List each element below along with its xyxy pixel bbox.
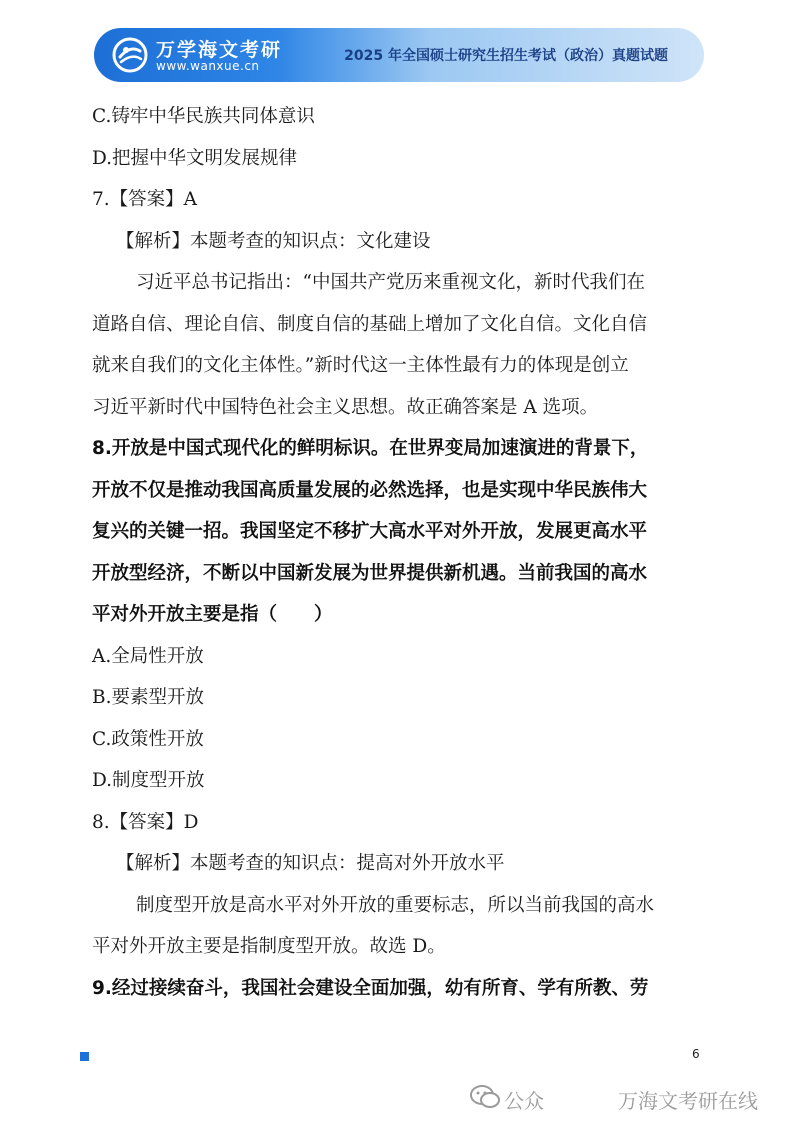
text-line: 平对外开放主要是指制度型开放。故选 D。	[92, 936, 446, 957]
text-line: C.政策性开放	[92, 728, 204, 750]
footer-square-icon	[80, 1052, 89, 1061]
text-line: 道路自信、理论自信、制度自信的基础上增加了文化自信。文化自信	[92, 313, 648, 335]
text-line: 9.经过接续奋斗，我国社会建设全面加强，幼有所育、学有所教、劳	[92, 977, 649, 999]
brand-name: 万学海文考研	[156, 39, 283, 61]
text-line: D.制度型开放	[92, 770, 205, 791]
text-line: 7.【答案】A	[92, 189, 198, 210]
exam-title: 2025 年全国硕士研究生招生考试（政治）真题试题	[344, 48, 668, 64]
brand-url: www.wanxue.cn	[156, 59, 260, 73]
watermark-account: 万海文考研在线	[618, 1089, 758, 1113]
text-line: A.全局性开放	[92, 645, 204, 667]
watermark	[470, 1080, 790, 1120]
text-line: 平对外开放主要是指（ ）	[92, 604, 333, 625]
brand-logo	[112, 33, 312, 77]
text-line: 习近平总书记指出：“中国共产党历来重视文化，新时代我们在	[136, 272, 645, 293]
text-line: 开放型经济，不断以中国新发展为世界提供新机遇。当前我国的高水	[92, 562, 648, 584]
text-line: 8.开放是中国式现代化的鲜明标识。在世界变局加速演进的背景下，	[92, 438, 649, 459]
text-line: 制度型开放是高水平对外开放的重要标志，所以当前我国的高水	[136, 894, 655, 916]
text-line: 复兴的关键一招。我国坚定不移扩大高水平对外开放，发展更高水平	[92, 521, 648, 542]
text-line: 开放不仅是推动我国高质量发展的必然选择，也是实现中华民族伟大	[92, 479, 648, 501]
text-line: D.把握中华文明发展规律	[92, 147, 298, 169]
text-line: 习近平新时代中国特色社会主义思想。故正确答案是 A 选项。	[92, 396, 599, 418]
watermark-label: 公众	[504, 1089, 544, 1113]
document-body	[92, 96, 712, 1009]
text-line: B.要素型开放	[92, 687, 204, 708]
page-number: 6	[692, 1047, 700, 1061]
brand-logo-icon	[112, 37, 148, 73]
wechat-icon	[470, 1084, 500, 1110]
text-line: 【解析】本题考查的知识点：提高对外开放水平	[116, 853, 505, 874]
text-line: 8.【答案】D	[92, 811, 199, 833]
text-line: 就来自我们的文化主体性。”新时代这一主体性最有力的体现是创立	[92, 355, 629, 376]
text-line: 【解析】本题考查的知识点：文化建设	[116, 230, 431, 252]
page-header	[94, 28, 704, 82]
text-line: C.铸牢中华民族共同体意识	[92, 106, 315, 127]
